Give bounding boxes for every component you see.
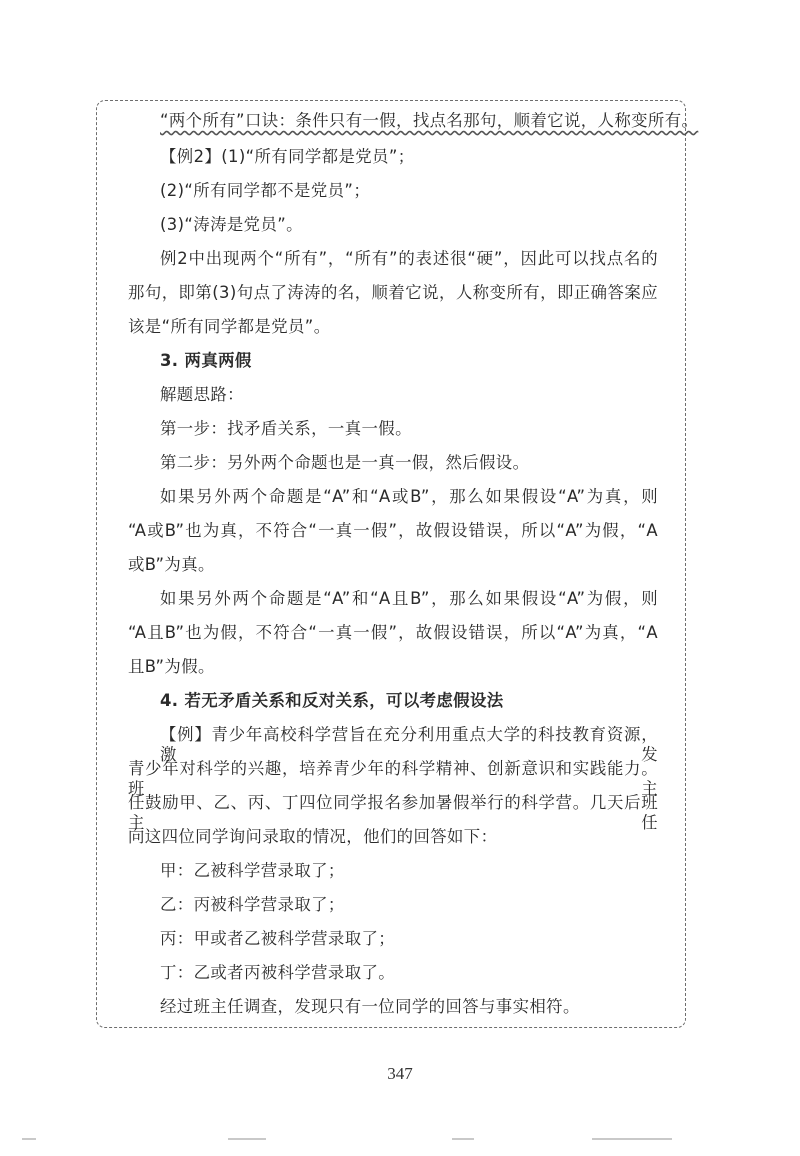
paragraph-line: 解题思路： [160, 385, 244, 404]
answer-jia: 甲：乙被科学营录取了； [160, 861, 345, 880]
paragraph-line: 任鼓励甲、乙、丙、丁四位同学报名参加暑假举行的科学营。几天后班主任 [128, 793, 658, 832]
step-one: 第一步：找矛盾关系，一真一假。 [160, 419, 412, 438]
step-two: 第二步：另外两个命题也是一真一假，然后假设。 [160, 453, 530, 472]
scan-speck [228, 1138, 266, 1140]
paragraph-line: “A或B”也为真，不符合“一真一假”，故假设错误，所以“A”为假，“A [128, 521, 658, 540]
answer-yi: 乙：丙被科学营录取了； [160, 895, 345, 914]
section-heading-4: 4. 若无矛盾关系和反对关系，可以考虑假设法 [160, 691, 504, 710]
paragraph-line: 【例】青少年高校科学营旨在充分利用重点大学的科技教育资源，激发 [160, 725, 658, 764]
mnemonic-line: “两个所有”口诀：条件只有一假，找点名那句，顺着它说，人称变所有。 [160, 111, 699, 130]
example-2-statement-2: (2)“所有同学都不是党员”； [160, 181, 371, 200]
scan-speck [592, 1138, 672, 1140]
example-2-statement-1: 【例2】(1)“所有同学都是党员”； [160, 147, 415, 166]
page-number: 347 [387, 1064, 413, 1083]
paragraph-line: 经过班主任调查，发现只有一位同学的回答与事实相符。 [160, 997, 580, 1016]
paragraph-line: “A且B”也为假，不符合“一真一假”，故假设错误，所以“A”为真，“A [128, 623, 658, 642]
paragraph-line: 如果另外两个命题是“A”和“A且B”，那么如果假设“A”为假，则 [160, 589, 658, 608]
answer-bing: 丙：甲或者乙被科学营录取了； [160, 929, 396, 948]
paragraph-line: 向这四位同学询问录取的情况，他们的回答如下： [128, 827, 498, 846]
section-heading-3: 3. 两真两假 [160, 351, 252, 370]
answer-ding: 丁：乙或者丙被科学营录取了。 [160, 963, 396, 982]
paragraph-line: 或B”为真。 [128, 555, 215, 574]
scan-speck [22, 1138, 36, 1140]
paragraph-line: 如果另外两个命题是“A”和“A或B”，那么如果假设“A”为真，则 [160, 487, 658, 506]
example-2-statement-3: (3)“涛涛是党员”。 [160, 215, 303, 234]
paragraph-line: 且B”为假。 [128, 657, 215, 676]
paragraph-line: 青少年对科学的兴趣，培养青少年的科学精神、创新意识和实践能力。班主 [128, 759, 658, 798]
paragraph-line: 例2中出现两个“所有”，“所有”的表述很“硬”，因此可以找点名的 [160, 249, 658, 268]
paragraph-line: 该是“所有同学都是党员”。 [128, 317, 331, 336]
scan-speck [452, 1138, 474, 1140]
paragraph-line: 那句，即第(3)句点了涛涛的名，顺着它说，人称变所有，即正确答案应 [128, 283, 658, 302]
